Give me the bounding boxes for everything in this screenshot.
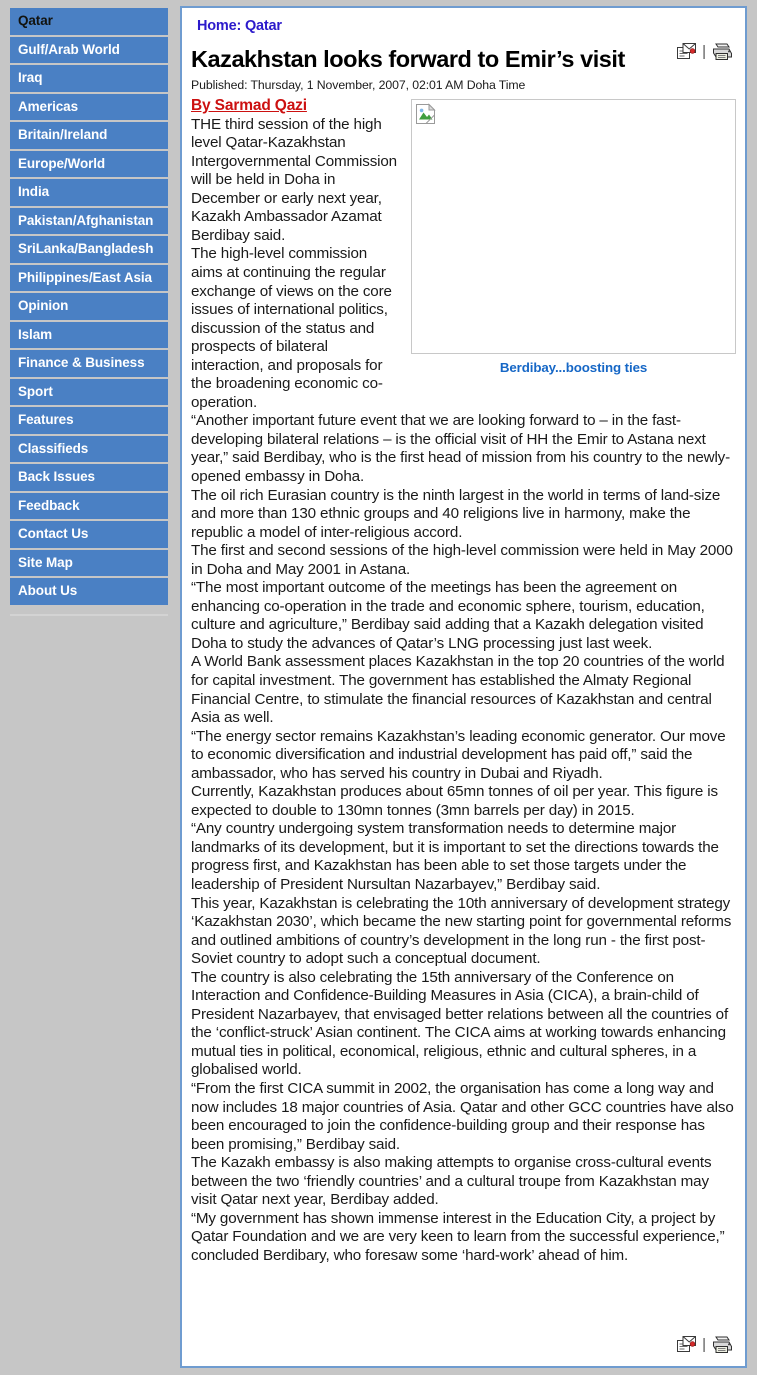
- article-tools-top: [677, 41, 733, 63]
- sidebar-nav-list: [10, 8, 168, 605]
- article-panel: [180, 6, 747, 1368]
- email-a-friend-icon[interactable]: [677, 43, 696, 61]
- article-paragraph: “The most important outcome of the meetings has been the agreement on enhancing co-operation in the trade and economic sphere, tourism, education, culture and agriculture,” Berdibay said adding that a Kazakh delegation visited Doha to study the advances of Qatar’s LNG processing just last week.: [191, 579, 705, 652]
- sidebar-item-pakistan-afghanistan[interactable]: Pakistan/Afghanistan: [10, 208, 168, 235]
- sidebar-divider: [10, 614, 168, 616]
- article-paragraph: The high-level commission aims at continuing the regular exchange of views on the core issues of international politics, discussion of the status and prospects of bilateral interaction, and proposals for the broadening economic co-operation.: [191, 245, 392, 411]
- article-paragraph: The oil rich Eurasian country is the ninth largest in the world in terms of land-size and more than 130 ethnic groups and 40 religions live in harmony, make the republic a model of inter-religious accord.: [191, 486, 721, 541]
- broken-image-icon: [415, 103, 437, 125]
- article-paragraph: Currently, Kazakhstan produces about 65mn tonnes of oil per year. This figure is expected to double to 130mn tonnes (3mn barrels per day) in 2015.: [191, 783, 718, 819]
- author-link[interactable]: By Sarmad Qazi: [191, 96, 307, 114]
- article-figure: [411, 99, 736, 376]
- sidebar: [0, 0, 180, 616]
- sidebar-item-india[interactable]: India: [10, 179, 168, 206]
- article-paragraph: “Any country undergoing system transformation needs to determine major landmarks of its development, but it is important to set the directions towards the progress first, and Kazakhstan has been able to set those targets under the leadership of President Nursultan Nazarbayev,” Berdibay said.: [191, 820, 719, 893]
- article-paragraph: The Kazakh embassy is also making attempts to organise cross-cultural events between the two ‘friendly countries’ and a cultural troupe from Kazakhstan may visit Qatar next year, Berdibay added.: [191, 1154, 712, 1209]
- article-paragraph: This year, Kazakhstan is celebrating the 10th anniversary of development strategy ‘Kazakhstan 2030’, which became the new starting point for governmental reforms and outlined ambitions of country’s development in the long run - the first post-Soviet country to adopt such a conceptual document.: [191, 894, 732, 968]
- sidebar-item-contact-us[interactable]: Contact Us: [10, 521, 168, 548]
- sidebar-item-philippines-east-asia[interactable]: Philippines/East Asia: [10, 265, 168, 292]
- sidebar-item-europe-world[interactable]: Europe/World: [10, 151, 168, 178]
- article-paragraph: The country is also celebrating the 15th anniversary of the Conference on Interaction and Confidence-Building Measures in Asia (CICA), a brain-child of President Nazarbayev, that envisaged better relations between all the countries of the ‘conflict-struck’ Asian continent. The CICA aims at working towards enhancing mutual ties in political, economical, religious, ethnic and cultural spheres, in a globalised world.: [191, 968, 729, 1079]
- sidebar-item-sport[interactable]: Sport: [10, 379, 168, 406]
- article-paragraph: The first and second sessions of the high-level commission were held in May 2000 in Doha and May 2001 in Astana.: [191, 542, 733, 578]
- article-tools-bottom: [677, 1334, 733, 1356]
- article-paragraph: A World Bank assessment places Kazakhstan in the top 20 countries of the world for capital investment. The government has established the Almaty Regional Financial Centre, to stimulate the financial resources of Kazakhstan and central Asia as well.: [191, 653, 725, 727]
- email-a-friend-icon-bottom[interactable]: [677, 1336, 696, 1354]
- article-paragraph: “Another important future event that we are looking forward to – in the fast-developing bilateral relations – is the official visit of HH the Emir to Astana next year,” said Berdibay, who is the first head of mission from his country to the newly-opened embassy in Doha.: [191, 412, 731, 485]
- printer-icon-bottom[interactable]: [712, 1336, 733, 1355]
- sidebar-item-qatar[interactable]: Qatar: [10, 8, 168, 35]
- tools-separator: |: [702, 42, 706, 60]
- article-paragraph: “My government has shown immense interest in the Education City, a project by Qatar Foundation and we are very keen to learn from the successful experience,” concluded Berdibary, who foresaw some ‘hard-work’ ahead of him.: [191, 1209, 725, 1264]
- sidebar-item-islam[interactable]: Islam: [10, 322, 168, 349]
- article-paragraph: THE third session of the high level Qatar-Kazakhstan Intergovernmental Commission will be held in Doha in December or early next year, Kazakh Ambassador Azamat Berdibay said.: [191, 115, 397, 244]
- sidebar-item-back-issues[interactable]: Back Issues: [10, 464, 168, 491]
- sidebar-item-features[interactable]: Features: [10, 407, 168, 434]
- printer-icon[interactable]: [712, 43, 733, 62]
- sidebar-item-classifieds[interactable]: Classifieds: [10, 436, 168, 463]
- sidebar-item-gulf-arab-world[interactable]: Gulf/Arab World: [10, 37, 168, 64]
- tools-separator-bottom: |: [702, 1335, 706, 1353]
- article-image: [411, 99, 736, 354]
- page-title: Kazakhstan looks forward to Emir’s visit: [191, 46, 625, 72]
- article-body: [191, 97, 736, 1266]
- sidebar-item-feedback[interactable]: Feedback: [10, 493, 168, 520]
- sidebar-item-opinion[interactable]: Opinion: [10, 293, 168, 320]
- sidebar-item-srilanka-bangladesh[interactable]: SriLanka/Bangladesh: [10, 236, 168, 263]
- sidebar-item-britain-ireland[interactable]: Britain/Ireland: [10, 122, 168, 149]
- sidebar-item-iraq[interactable]: Iraq: [10, 65, 168, 92]
- image-caption: Berdibay...boosting ties: [499, 359, 648, 375]
- breadcrumb[interactable]: Home: Qatar: [197, 18, 282, 34]
- sidebar-item-americas[interactable]: Americas: [10, 94, 168, 121]
- sidebar-item-about-us[interactable]: About Us: [10, 578, 168, 605]
- article-paragraph: “From the first CICA summit in 2002, the organisation has come a long way and now includes 18 major countries of Asia. Qatar and other GCC countries have also been encouraged to join the confidence-building group and their response has been promising,” Berdibay said.: [191, 1080, 734, 1153]
- sidebar-item-finance-business[interactable]: Finance & Business: [10, 350, 168, 377]
- published-date: Published: Thursday, 1 November, 2007, 02:01 AM Doha Time: [191, 77, 526, 92]
- article-paragraph: “The energy sector remains Kazakhstan’s leading economic generator. Our move to economic diversification and industrial development has paid off,” said the ambassador, who has served his country in Dubai and Riyadh.: [191, 727, 726, 782]
- sidebar-item-site-map[interactable]: Site Map: [10, 550, 168, 577]
- article-inner: [182, 8, 745, 1366]
